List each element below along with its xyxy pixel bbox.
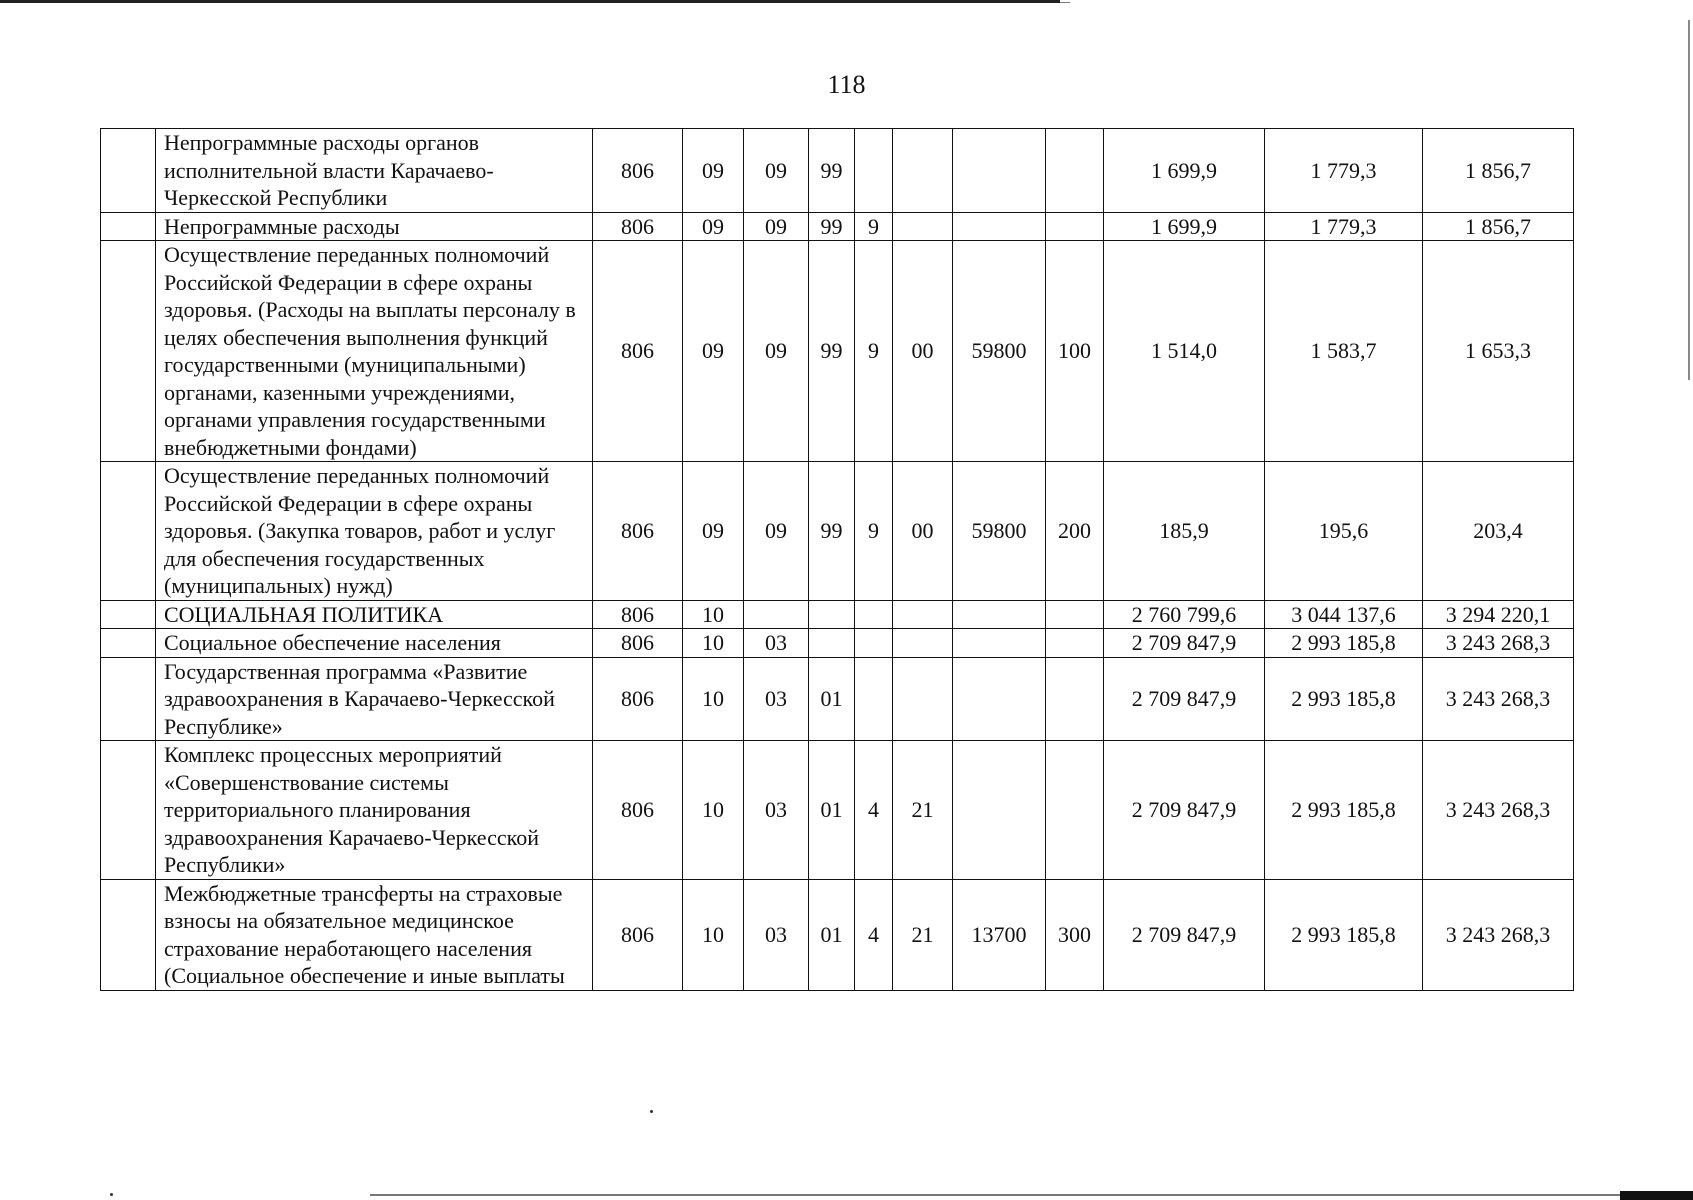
expense-type-code [1046, 600, 1104, 629]
main-activity-code: 21 [893, 879, 953, 990]
row-name: СОЦИАЛЬНАЯ ПОЛИТИКА [156, 600, 593, 629]
subprogram-code: 4 [855, 879, 893, 990]
table-row [101, 629, 1574, 658]
scan-speck [110, 1193, 113, 1196]
section-code: 10 [683, 629, 744, 658]
subprogram-code: 9 [855, 212, 893, 241]
scan-bottom-rule-dark [1620, 1191, 1693, 1200]
program-code: 01 [809, 741, 855, 880]
ved-code: 806 [593, 741, 683, 880]
section-code: 09 [683, 212, 744, 241]
ved-code: 806 [593, 879, 683, 990]
amount-year-2: 1 583,7 [1265, 241, 1423, 462]
program-code: 01 [809, 657, 855, 741]
main-activity-code: 21 [893, 741, 953, 880]
expense-type-code: 200 [1046, 462, 1104, 601]
subprogram-code: 9 [855, 241, 893, 462]
row-marker-cell [101, 129, 156, 213]
amount-year-1: 2 709 847,9 [1104, 741, 1265, 880]
scan-top-rule-faint [1060, 2, 1070, 3]
section-code: 09 [683, 241, 744, 462]
program-code: 99 [809, 129, 855, 213]
table-row [101, 462, 1574, 601]
main-activity-code: 00 [893, 241, 953, 462]
direction-code [953, 741, 1046, 880]
row-name: Государственная программа «Развитие здравоохранения в Карачаево-Черкесской Республике» [156, 657, 593, 741]
row-marker-cell [101, 212, 156, 241]
row-marker-cell [101, 600, 156, 629]
expense-type-code: 300 [1046, 879, 1104, 990]
page-number: 118 [827, 70, 866, 99]
amount-year-2: 3 044 137,6 [1265, 600, 1423, 629]
ved-code: 806 [593, 241, 683, 462]
budget-table [100, 128, 1574, 991]
amount-year-2: 1 779,3 [1265, 212, 1423, 241]
table-row [101, 600, 1574, 629]
amount-year-2: 195,6 [1265, 462, 1423, 601]
ved-code: 806 [593, 129, 683, 213]
amount-year-2: 2 993 185,8 [1265, 657, 1423, 741]
section-code: 09 [683, 129, 744, 213]
program-code: 01 [809, 879, 855, 990]
amount-year-3: 1 856,7 [1423, 129, 1574, 213]
main-activity-code [893, 657, 953, 741]
section-code: 10 [683, 600, 744, 629]
subsection-code: 03 [744, 629, 809, 658]
row-marker-cell [101, 879, 156, 990]
main-activity-code: 00 [893, 462, 953, 601]
amount-year-3: 3 243 268,3 [1423, 741, 1574, 880]
row-marker-cell [101, 741, 156, 880]
section-code: 10 [683, 879, 744, 990]
row-name: Социальное обеспечение населения [156, 629, 593, 658]
amount-year-1: 1 699,9 [1104, 212, 1265, 241]
subprogram-code [855, 129, 893, 213]
amount-year-3: 3 294 220,1 [1423, 600, 1574, 629]
amount-year-2: 2 993 185,8 [1265, 879, 1423, 990]
main-activity-code [893, 600, 953, 629]
amount-year-3: 3 243 268,3 [1423, 657, 1574, 741]
expense-type-code [1046, 629, 1104, 658]
row-name: Осуществление переданных полномочий Российской Федерации в сфере охраны здоровья. (Закупка товаров, работ и услуг для обеспечения государственных (муниципальных) нужд) [156, 462, 593, 601]
subsection-code: 03 [744, 879, 809, 990]
ved-code: 806 [593, 657, 683, 741]
subsection-code: 03 [744, 657, 809, 741]
subprogram-code: 9 [855, 462, 893, 601]
direction-code: 59800 [953, 241, 1046, 462]
ved-code: 806 [593, 629, 683, 658]
direction-code: 13700 [953, 879, 1046, 990]
scan-bottom-rule [370, 1194, 1620, 1196]
main-activity-code [893, 212, 953, 241]
amount-year-3: 3 243 268,3 [1423, 629, 1574, 658]
expense-type-code [1046, 741, 1104, 880]
expense-type-code [1046, 129, 1104, 213]
row-name: Непрограммные расходы [156, 212, 593, 241]
amount-year-3: 1 653,3 [1423, 241, 1574, 462]
amount-year-1: 185,9 [1104, 462, 1265, 601]
scan-speck [650, 1110, 653, 1113]
amount-year-3: 203,4 [1423, 462, 1574, 601]
expense-type-code [1046, 212, 1104, 241]
amount-year-1: 2 709 847,9 [1104, 879, 1265, 990]
program-code [809, 600, 855, 629]
amount-year-3: 3 243 268,3 [1423, 879, 1574, 990]
direction-code [953, 629, 1046, 658]
row-marker-cell [101, 462, 156, 601]
table-row [101, 241, 1574, 462]
row-marker-cell [101, 657, 156, 741]
section-code: 09 [683, 462, 744, 601]
table-row [101, 212, 1574, 241]
amount-year-3: 1 856,7 [1423, 212, 1574, 241]
subsection-code: 09 [744, 241, 809, 462]
ved-code: 806 [593, 212, 683, 241]
subprogram-code: 4 [855, 741, 893, 880]
row-name: Непрограммные расходы органов исполнительной власти Карачаево-Черкесской Республики [156, 129, 593, 213]
section-code: 10 [683, 657, 744, 741]
program-code: 99 [809, 212, 855, 241]
row-name: Межбюджетные трансферты на страховые взносы на обязательное медицинское страхование неработающего населения (Социальное обеспечение и иные выплаты [156, 879, 593, 990]
table-row [101, 129, 1574, 213]
subsection-code: 03 [744, 741, 809, 880]
amount-year-2: 2 993 185,8 [1265, 629, 1423, 658]
amount-year-1: 2 760 799,6 [1104, 600, 1265, 629]
row-name: Комплекс процессных мероприятий «Совершенствование системы территориального планирования здравоохранения Карачаево-Черкесской Республики» [156, 741, 593, 880]
subsection-code: 09 [744, 462, 809, 601]
amount-year-2: 2 993 185,8 [1265, 741, 1423, 880]
subsection-code: 09 [744, 212, 809, 241]
row-marker-cell [101, 241, 156, 462]
ved-code: 806 [593, 462, 683, 601]
program-code [809, 629, 855, 658]
row-marker-cell [101, 629, 156, 658]
amount-year-1: 1 699,9 [1104, 129, 1265, 213]
ved-code: 806 [593, 600, 683, 629]
subsection-code [744, 600, 809, 629]
table-row [101, 879, 1574, 990]
direction-code [953, 600, 1046, 629]
table-row [101, 657, 1574, 741]
program-code: 99 [809, 462, 855, 601]
scan-top-rule [0, 0, 1060, 3]
subprogram-code [855, 657, 893, 741]
main-activity-code [893, 129, 953, 213]
subprogram-code [855, 629, 893, 658]
direction-code: 59800 [953, 462, 1046, 601]
amount-year-1: 2 709 847,9 [1104, 657, 1265, 741]
direction-code [953, 212, 1046, 241]
section-code: 10 [683, 741, 744, 880]
direction-code [953, 657, 1046, 741]
table-row [101, 741, 1574, 880]
row-name: Осуществление переданных полномочий Российской Федерации в сфере охраны здоровья. (Расходы на выплаты персоналу в целях обеспечения выполнения функций государственными (муниципальными) органами, казенными учреждениями, органами управления государственными внебюджетными фондами) [156, 241, 593, 462]
subsection-code: 09 [744, 129, 809, 213]
main-activity-code [893, 629, 953, 658]
amount-year-1: 1 514,0 [1104, 241, 1265, 462]
subprogram-code [855, 600, 893, 629]
amount-year-1: 2 709 847,9 [1104, 629, 1265, 658]
program-code: 99 [809, 241, 855, 462]
expense-type-code: 100 [1046, 241, 1104, 462]
expense-type-code [1046, 657, 1104, 741]
amount-year-2: 1 779,3 [1265, 129, 1423, 213]
direction-code [953, 129, 1046, 213]
